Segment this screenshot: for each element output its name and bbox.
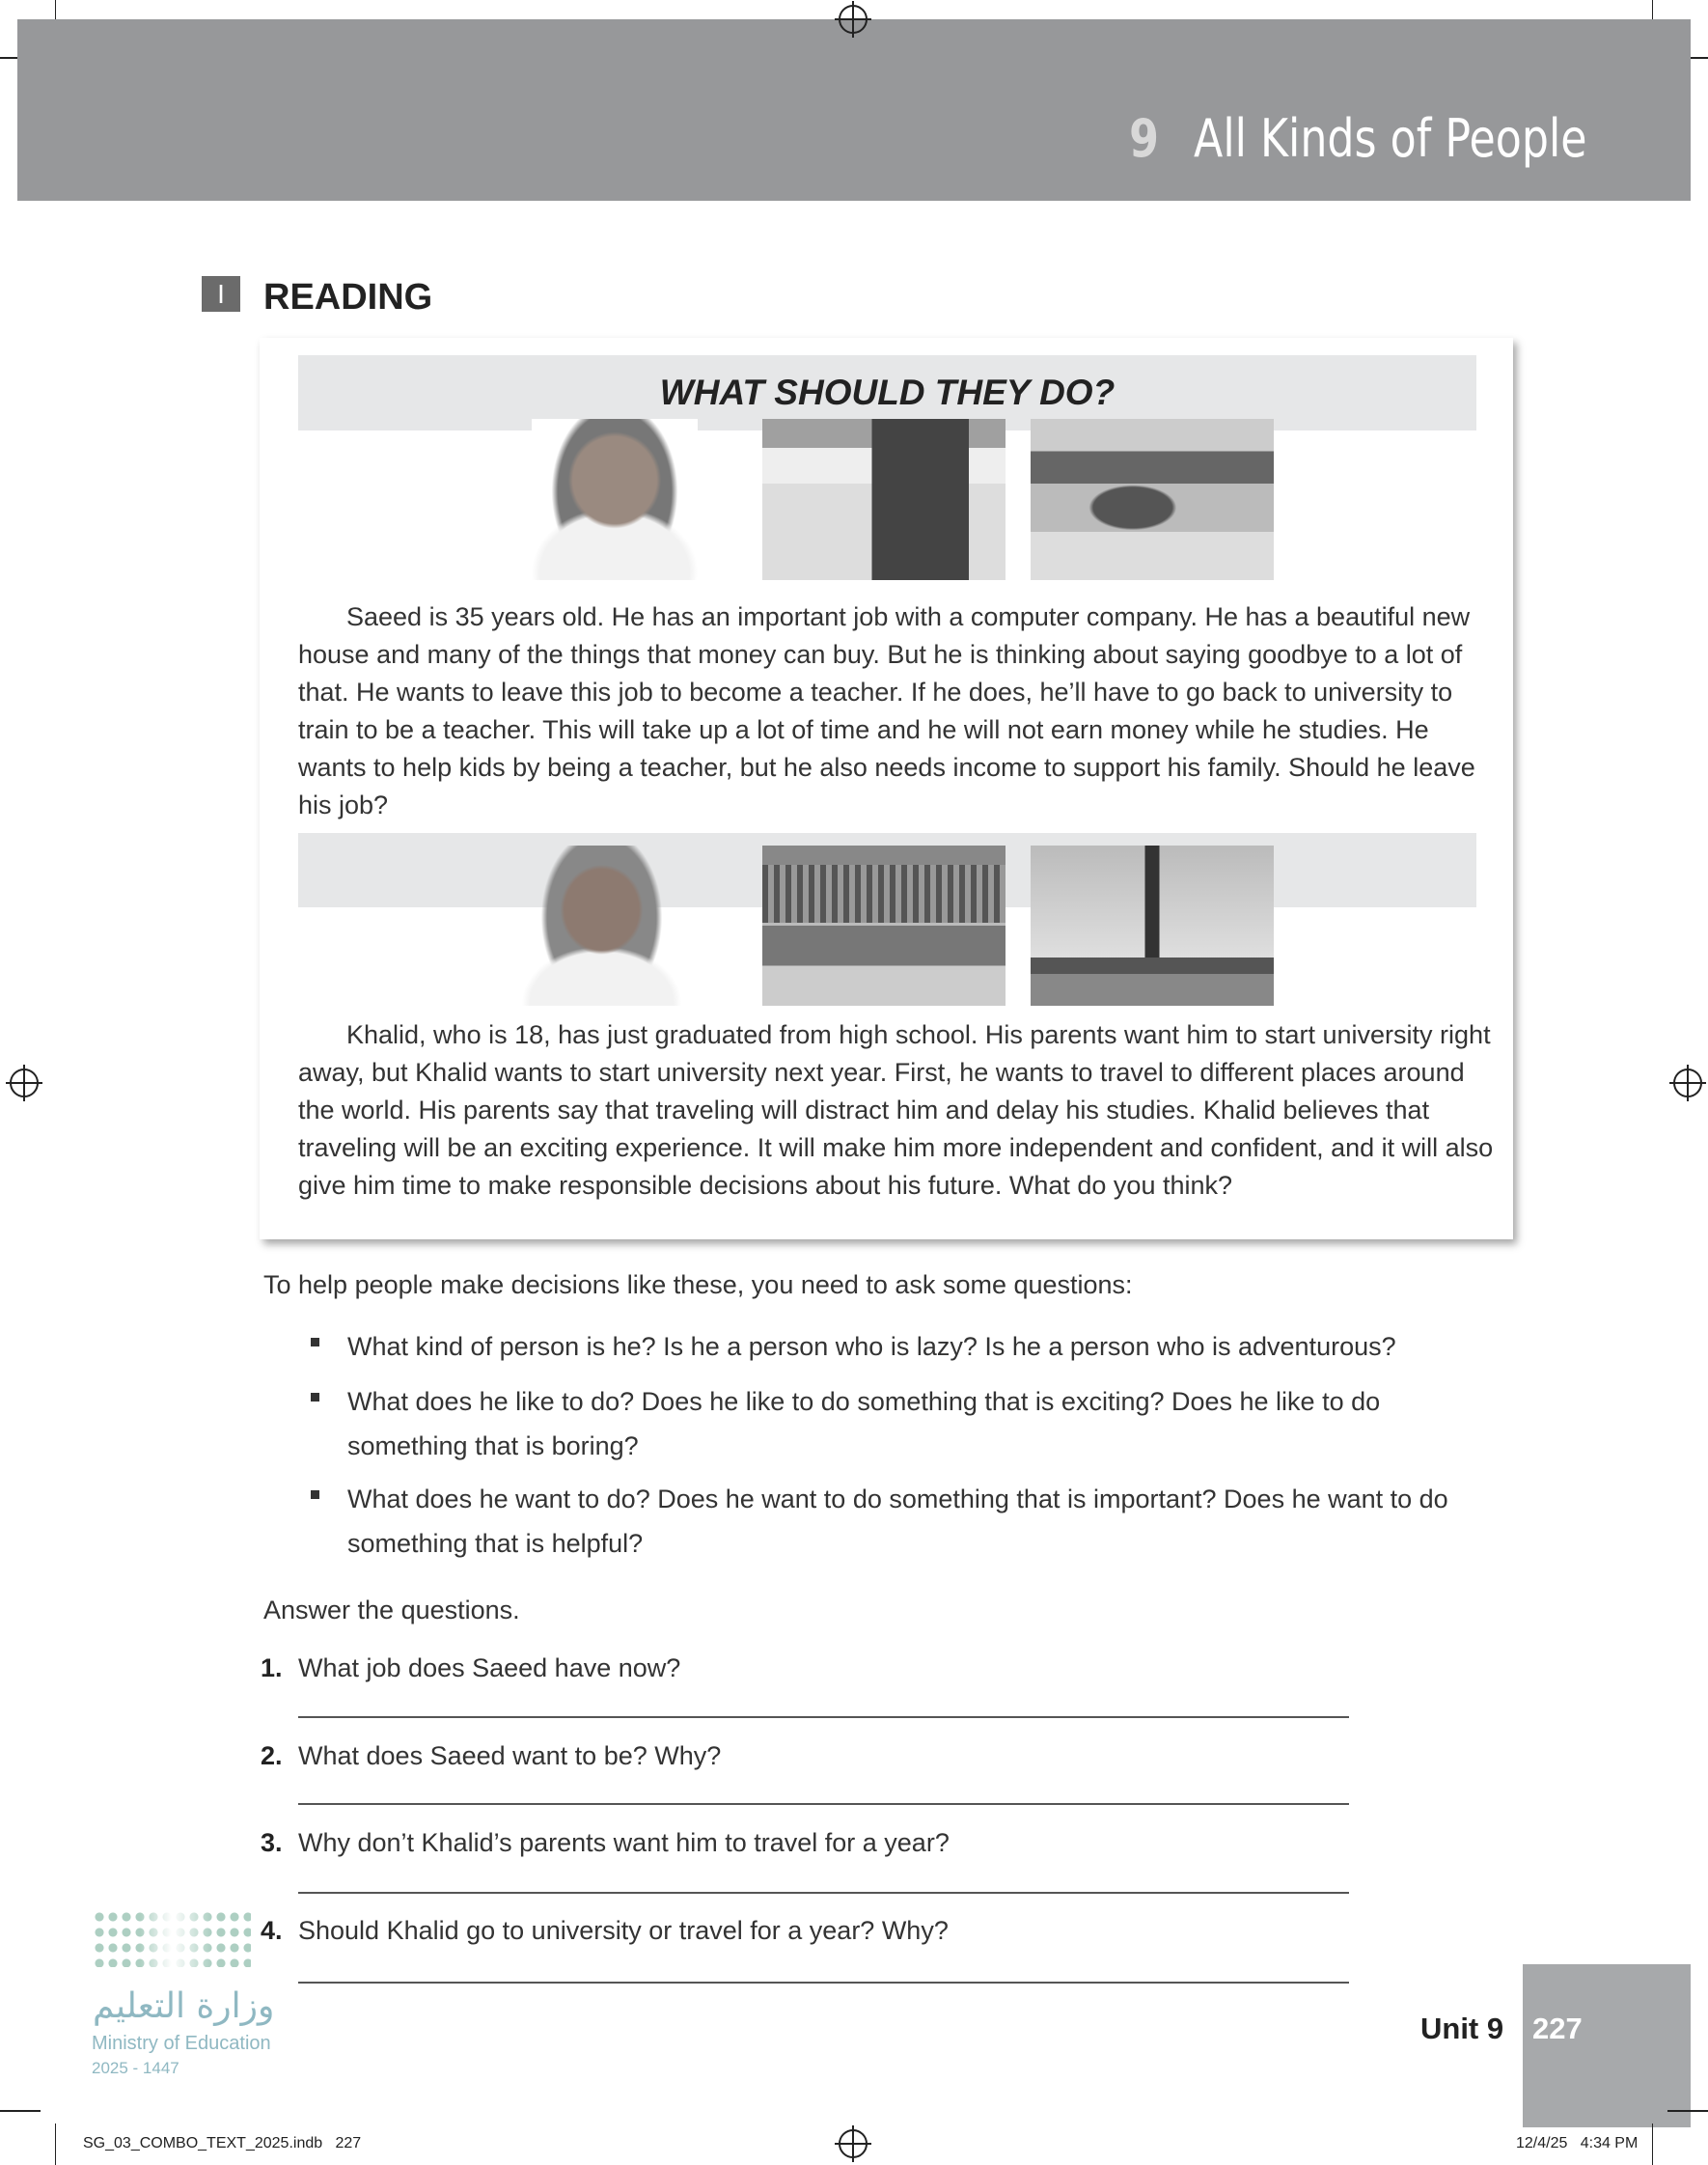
- crop-mark: [55, 2123, 56, 2165]
- chapter-number: 9: [1129, 108, 1160, 169]
- answer-line[interactable]: [298, 1803, 1349, 1805]
- registration-mark-icon: [839, 5, 868, 34]
- answer-line[interactable]: [298, 1892, 1349, 1894]
- ministry-logo-dots-icon: [93, 1909, 251, 1967]
- modern-house-image: [762, 419, 1006, 580]
- ministry-english-name: Ministry of Education: [92, 2033, 271, 2054]
- question-bullet: What does he like to do? Does he like to do something that is exciting? Does he like to do something that is boring?: [347, 1387, 1381, 1460]
- bullet-icon: [311, 1490, 319, 1499]
- reading-title: WHAT SHOULD THEY DO?: [659, 373, 1116, 412]
- crop-mark: [1652, 2123, 1653, 2165]
- question-bullet: What kind of person is he? Is he a person who is lazy? Is he a person who is adventurous?: [347, 1332, 1396, 1361]
- crop-mark: [0, 2110, 41, 2112]
- question-number: 2.: [261, 1741, 283, 1770]
- question-number: 1.: [261, 1653, 283, 1682]
- registration-mark-icon: [839, 2129, 868, 2158]
- ministry-years: 2025 - 1447: [92, 2059, 179, 2077]
- khalid-portrait-image: [522, 846, 681, 1006]
- desert-car-image: [1031, 419, 1274, 580]
- bullet-icon: [311, 1393, 319, 1402]
- chapter-title: All Kinds of People: [1194, 108, 1587, 169]
- answer-line[interactable]: [298, 1982, 1349, 1984]
- footer-date: 12/4/25 4:34 PM: [1516, 2135, 1639, 2151]
- intro-text: To help people make decisions like these, you need to ask some questions:: [263, 1270, 1133, 1299]
- answer-line[interactable]: [298, 1716, 1349, 1718]
- question-text: What job does Saeed have now?: [298, 1653, 681, 1682]
- section-title: READING: [263, 277, 433, 318]
- question-text: Should Khalid go to university or travel for a year? Why?: [298, 1916, 949, 1945]
- saeed-paragraph: Saeed is 35 years old. He has an important job with a computer company. He has a beautiful new house and many of the things that money can buy. But he is thinking about saying goodbye to a lot of that. He wants to leave this job to become a teacher. If he does, he’ll have to go back to university to train to be a teacher. This will take up a lot of time and he will not earn money while he studies. He wants to help kids by being a teacher, but he also needs income to support his family. Should he leave his job?: [298, 602, 1475, 819]
- question-bullet: What does he want to do? Does he want to do something that is important? Does he want to do something that is helpful?: [347, 1485, 1448, 1558]
- footer-file-info: SG_03_COMBO_TEXT_2025.indb 227: [83, 2135, 362, 2151]
- question-number: 3.: [261, 1828, 283, 1857]
- question-text: What does Saeed want to be? Why?: [298, 1741, 722, 1770]
- registration-mark-icon: [10, 1069, 39, 1097]
- registration-mark-icon: [1673, 1069, 1702, 1097]
- ministry-arabic-name: وزارة التعليم: [93, 1986, 275, 2026]
- unit-label: Unit 9: [1420, 2012, 1504, 2045]
- saeed-portrait-image: [532, 419, 698, 580]
- khalid-paragraph: Khalid, who is 18, has just graduated from high school. His parents want him to start university right away, but Khalid wants to start university next year. First, he wants to travel to different places around the world. His parents say that traveling will distract him and delay his studies. Khalid believes that traveling will be an exciting experience. It will make him more independent and confident, and it will also give him time to make responsible decisions about his future. What do you think?: [298, 1020, 1494, 1200]
- chapter-heading: [1130, 108, 1587, 169]
- crop-mark: [1667, 2110, 1708, 2112]
- library-image: [762, 846, 1006, 1006]
- instructions: Answer the questions.: [263, 1596, 520, 1624]
- eiffel-tower-image: [1031, 846, 1274, 1006]
- section-marker: I: [202, 276, 240, 312]
- bullet-icon: [311, 1338, 319, 1346]
- question-number: 4.: [261, 1916, 283, 1945]
- question-text: Why don’t Khalid’s parents want him to travel for a year?: [298, 1828, 950, 1857]
- page-number: 227: [1532, 2012, 1583, 2045]
